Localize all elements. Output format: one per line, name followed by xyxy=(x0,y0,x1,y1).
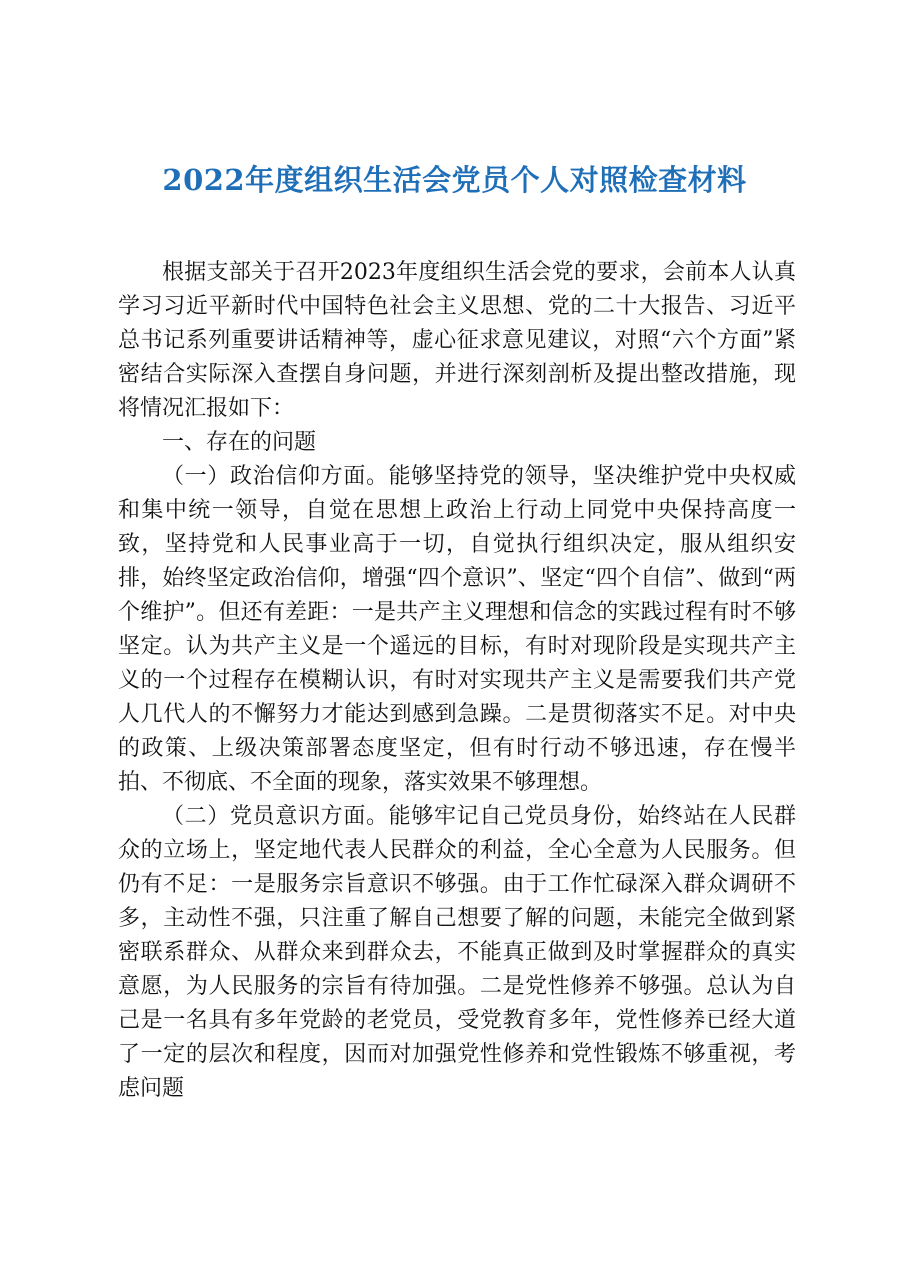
section-heading-problems: 一、存在的问题 xyxy=(162,430,317,455)
document-body xyxy=(118,256,796,1106)
paragraph-party-awareness: （二）党员意识方面。能够牢记自己党员身份，始终站在人民群众的立场上，坚定地代表人民群众的利益，全心全意为人民服务。但仍有不足：一是服务宗旨意识不够强。由于工作忙碌深入群众调研不多，主动性不强，只注重了解自己想要了解的问题，未能完全做到紧密联系群众、从群众来到群众去，不能真正做到及时掌握群众的真实意愿，为人民服务的宗旨有待加强。二是党性修养不够强。总认为自己是一名具有多年党龄的老党员，受党教育多年，党性修养已经大道了一定的层次和程度，因而对加强党性修养和党性锻炼不够重视，考虑问题 xyxy=(118,804,796,1101)
document-title: 2022年度组织生活会党员个人对照检查材料 xyxy=(162,163,747,197)
paragraph-political-belief: （一）政治信仰方面。能够坚持党的领导，坚决维护党中央权威和集中统一领导，自觉在思想上政治上行动上同党中央保持高度一致，坚持党和人民事业高于一切，自觉执行组织决定，服从组织安排，始终坚定政治信仰，增强“四个意识”、坚定“四个自信”、做到“两个维护”。但还有差距：一是共产主义理想和信念的实践过程有时不够坚定。认为共产主义是一个遥远的目标，有时对现阶段是实现共产主义的一个过程存在模糊认识，有时对实现共产主义是需要我们共产党人几代人的不懈努力才能达到感到急躁。二是贯彻落实不足。对中央的政策、上级决策部署态度坚定，但有时行动不够迅速，存在慢半拍、不彻底、不全面的现象，落实效果不够理想。 xyxy=(118,464,796,795)
intro-paragraph: 根据支部关于召开2023年度组织生活会党的要求，会前本人认真学习习近平新时代中国特色社会主义思想、党的二十大报告、习近平总书记系列重要讲话精神等，虚心征求意见建议，对照“六个方面”紧密结合实际深入查摆自身问题，并进行深刻剖析及提出整改措施，现将情况汇报如下： xyxy=(118,260,796,421)
